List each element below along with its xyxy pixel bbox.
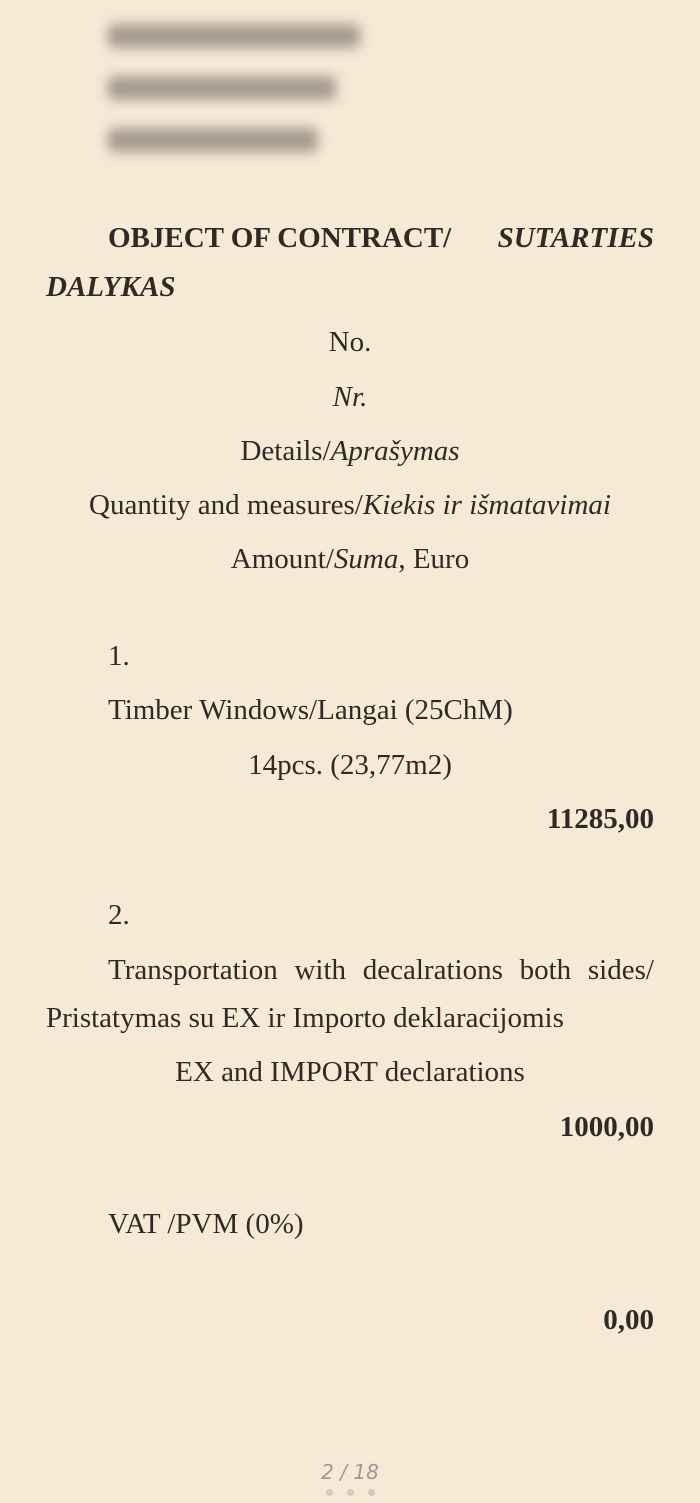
column-details-lt: Aprašymas	[330, 435, 460, 467]
column-amount	[0, 545, 700, 574]
redacted-address-line	[108, 76, 336, 100]
column-amount-en: Amount/	[230, 543, 334, 575]
column-nr: Nr.	[332, 381, 368, 413]
column-amount-lt: Suma	[333, 543, 399, 575]
column-quantity-en: Quantity and measures/	[89, 489, 363, 521]
section-heading-line1	[108, 224, 654, 253]
item-2-word: both	[519, 954, 572, 986]
heading-object-of-contract: OBJECT OF CONTRACT/	[108, 222, 452, 254]
item-1-amount: 11285,00	[546, 803, 654, 835]
page-dots	[0, 1489, 700, 1496]
page-indicator: 2 / 18	[321, 1460, 379, 1484]
item-2-amount: 1000,00	[559, 1111, 654, 1143]
redacted-name-line	[108, 24, 360, 48]
heading-dalykas: DALYKAS	[46, 271, 176, 303]
column-quantity	[0, 491, 700, 520]
item-2-description-line2: Pristatymas su EX ir Importo deklaracijomis	[46, 1002, 564, 1034]
redacted-code-line	[108, 128, 318, 152]
page-dot[interactable]	[347, 1489, 354, 1496]
page-dot[interactable]	[326, 1489, 333, 1496]
column-details-en: Details/	[240, 435, 331, 467]
item-2-number: 2.	[108, 899, 130, 931]
column-quantity-lt: Kiekis ir išmatavimai	[362, 489, 611, 521]
vat-amount: 0,00	[603, 1304, 654, 1336]
vat-label: VAT /PVM (0%)	[108, 1208, 304, 1240]
item-2-word: Transportation	[108, 954, 278, 986]
page-dot[interactable]	[368, 1489, 375, 1496]
item-2-word: sides/	[587, 954, 654, 986]
item-2-word: with	[294, 954, 347, 986]
column-amount-currency: , Euro	[398, 543, 470, 575]
item-2-word: decalrations	[362, 954, 503, 986]
item-1-quantity: 14pcs. (23,77m2)	[248, 749, 452, 781]
item-2-quantity: EX and IMPORT declarations	[175, 1056, 525, 1088]
heading-sutarties: SUTARTIES	[497, 222, 654, 254]
item-1-number: 1.	[108, 640, 130, 672]
item-1-description: Timber Windows/Langai (25ChM)	[108, 694, 513, 726]
item-2-description-line1	[108, 956, 654, 985]
column-no: No.	[328, 326, 372, 358]
column-details	[0, 437, 700, 466]
